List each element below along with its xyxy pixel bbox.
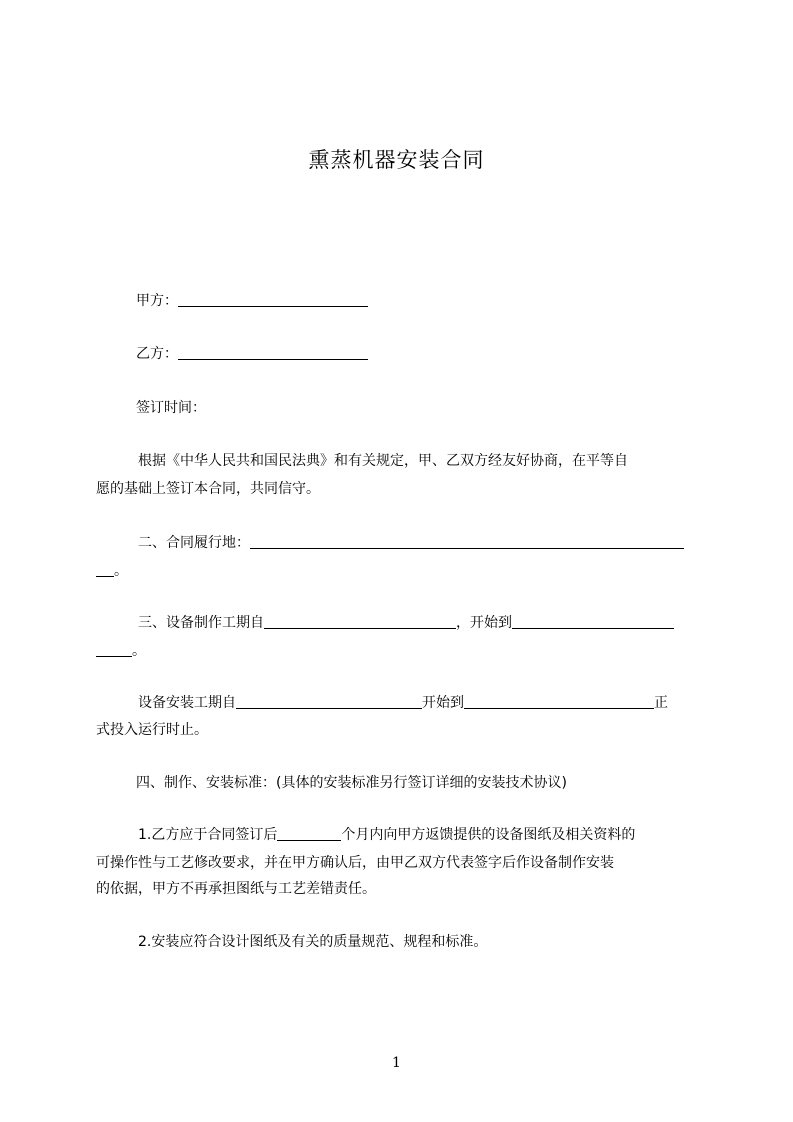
sign-time-line (96, 395, 742, 421)
performance-place-blank-cont[interactable] (96, 561, 114, 577)
document-title: 熏蒸机器安装合同 (308, 148, 485, 172)
party-a-line (96, 288, 742, 314)
page-number: 1 (392, 1055, 401, 1071)
install-end-blank[interactable] (464, 693, 654, 709)
party-b-blank[interactable] (178, 344, 368, 360)
performance-place-blank[interactable] (250, 533, 684, 549)
section-3-mid: ，开始到 (456, 615, 512, 631)
section-2-label: 二、合同履行地： (138, 535, 250, 551)
party-b-line (96, 341, 742, 367)
fabrication-end-blank-cont[interactable] (96, 641, 132, 657)
intro-line-2: 愿的基础上签订本合同，共同信守。 (96, 481, 320, 497)
party-a-blank[interactable] (178, 291, 368, 307)
item-1-line-1 (96, 822, 702, 848)
fabrication-start-blank[interactable] (264, 613, 456, 629)
install-line-2: 式投入运行时止。 (96, 722, 208, 738)
section-3-end: 。 (132, 643, 146, 659)
section-2-line-1 (96, 530, 702, 556)
section-3-label: 三、设备制作工期自 (138, 615, 264, 631)
install-line-1 (96, 690, 702, 716)
install-mid: 开始到 (422, 695, 464, 711)
section-3-line-1 (96, 610, 702, 636)
intro-line-1: 根据《中华人民共和国民法典》和有关规定，甲、乙双方经友好协商，在平等自 (138, 453, 628, 469)
feedback-months-blank[interactable] (277, 825, 341, 841)
party-b-label: 乙方： (136, 346, 178, 362)
item-1-line-2: 可操作性与工艺修改要求，并在甲方确认后，由甲乙双方代表签字后作设备制作安装 (96, 855, 614, 871)
section-4-heading: 四、制作、安装标准：(具体的安装标准另行签订详细的安装技术协议) (136, 775, 567, 791)
party-a-label: 甲方： (136, 293, 178, 309)
item-2-line: 2.安装应符合设计图纸及有关的质量规范、规程和标准。 (138, 934, 488, 950)
install-start-blank[interactable] (236, 693, 422, 709)
sign-time-label: 签订时间： (136, 400, 206, 416)
section-3-line-2 (96, 638, 702, 664)
item-1-part-1: 1.乙方应于合同签订后 (138, 827, 278, 843)
install-label: 设备安装工期自 (138, 695, 236, 711)
item-1-part-2: 个月内向甲方返馈提供的设备图纸及相关资料的 (341, 827, 636, 843)
install-end-char: 正 (654, 695, 668, 711)
section-2-end: 。 (114, 563, 128, 579)
section-2-line-2 (96, 558, 702, 584)
fabrication-end-blank[interactable] (512, 613, 674, 629)
item-1-line-3: 的依据，甲方不再承担图纸与工艺差错责任。 (96, 881, 376, 897)
